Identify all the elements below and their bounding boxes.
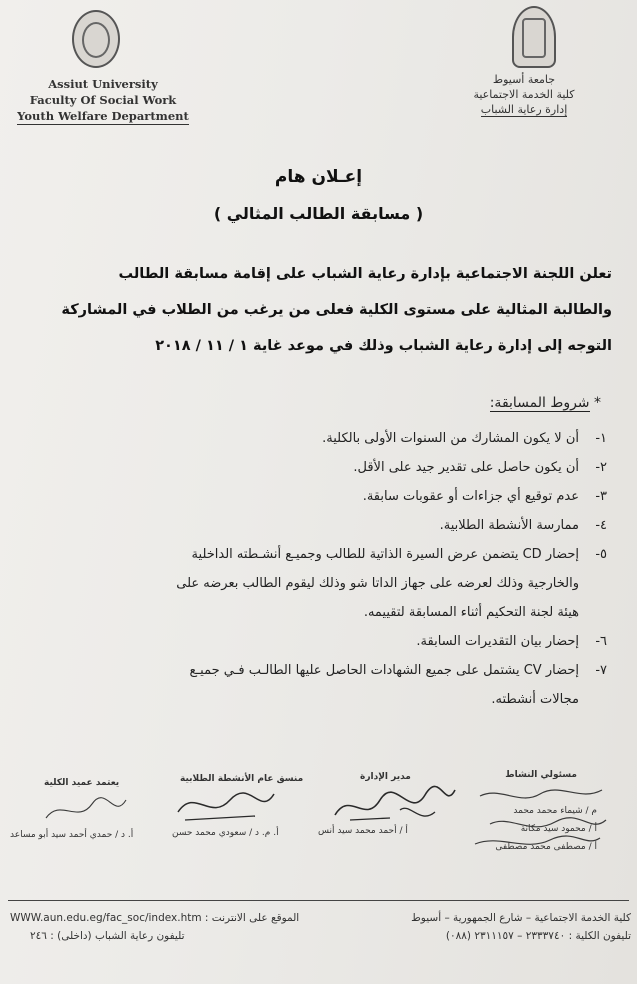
condition-item: مجالات أنشطته. [491,692,579,707]
letterhead-department: Youth Welfare Department [17,109,189,123]
signature-title-director: مدير الإدارة [360,772,411,782]
letterhead-faculty-ar: كلية الخدمة الاجتماعية [473,88,575,101]
condition-item: ٧-إحضار CV يشتمل على جميع الشهادات الحاصل عليها الطالـب فـي جميـع [189,663,607,678]
signature-name-activity-2: أ / محمود سيد مكانة [520,824,597,834]
letterhead-university: Assiut University [48,77,158,91]
letterhead-faculty: Faculty Of Social Work [29,93,177,107]
condition-item: والخارجية وذلك لعرضه على جهاز الداتا شو وذلك ليقوم الطالب بعرضه على [176,576,579,591]
signature-name-director: أ / أحمد محمد سيد أنس [318,826,408,836]
condition-item: ٥-إحضار CD يتضمن عرض السيرة الذاتية للطالب وجميـع أنشـطته الداخلية [191,547,607,562]
condition-item: هيئة لجنة التحكيم أثناء المسابقة لتقييمه. [363,605,579,620]
announcement-title: إعـلان هام [274,167,363,187]
footer-phone-youth: تليفون رعاية الشباب (داخلى) : ٢٤٦ [30,930,185,942]
university-logo [512,6,556,68]
signature-title-coordinator: منسق عام الأنشطة الطلابية [180,774,304,784]
announcement-intro [28,256,612,364]
footer-phone-faculty: تليفون الكلية : ٢٣٣٣٧٤٠ – ٢٣١١١٥٧ (٠٨٨) [445,930,631,942]
condition-item: ٦-إحضار بيان التقديرات السابقة. [416,634,607,649]
dean-signature [40,790,130,830]
footer-address: كلية الخدمة الاجتماعية – شارع الجمهورية – أسيوط [411,912,631,924]
coordinator-signature [170,782,280,826]
condition-item: ١-أن لا يكون المشارك من السنوات الأولى بالكلية. [322,431,607,446]
faculty-logo [72,10,120,68]
conditions-heading: * شروط المسابقة: [489,395,601,411]
footer-website: الموقع على الانترنت : WWW.aun.edu.eg/fac_soc/index.htm [10,912,300,924]
letterhead-department-ar: إدارة رعاية الشباب [480,103,568,116]
english-letterhead [8,76,198,125]
intro-line: والطالبة المثالية على مستوى الكلية فعلى من يرغب من الطلاب في المشاركة [61,302,612,318]
letterhead-university-ar: جامعة أسيوط [492,73,556,86]
footer-divider [8,900,629,901]
arabic-letterhead [439,72,609,117]
condition-item: ٢-أن يكون حاصل على تقدير جيد على الأقل. [353,460,607,475]
condition-item: ٣-عدم توقيع أي جزاءات أو عقوبات سابقة. [362,489,607,504]
signature-title-activity: مسئولي النشاط [505,770,577,780]
signature-title-dean: يعتمد عميد الكلية [44,778,120,788]
condition-item: ٤-ممارسة الأنشطة الطلابية. [439,518,607,533]
signature-name-coordinator: أ. م. د / سعودي محمد حسن [172,828,279,838]
intro-line: التوجه إلى إدارة رعاية الشباب وذلك في موعد غاية ١ / ١١ / ٢٠١٨ [155,338,612,354]
signature-name-activity-1: م / شيماء محمد محمد [513,806,597,816]
announcement-subtitle: ( مسابقة الطالب المثالي ) [213,204,424,223]
activity-signatures [470,784,610,854]
signature-name-dean: أ. د / حمدي أحمد سيد أبو مساعد [10,830,134,840]
intro-line: تعلن اللجنة الاجتماعية بإدارة رعاية الشباب على إقامة مسابقة الطالب [118,266,612,282]
director-signature [330,780,460,830]
conditions-list [37,424,607,714]
signature-name-activity-3: أ / مصطفى محمد مصطفى [495,842,597,852]
